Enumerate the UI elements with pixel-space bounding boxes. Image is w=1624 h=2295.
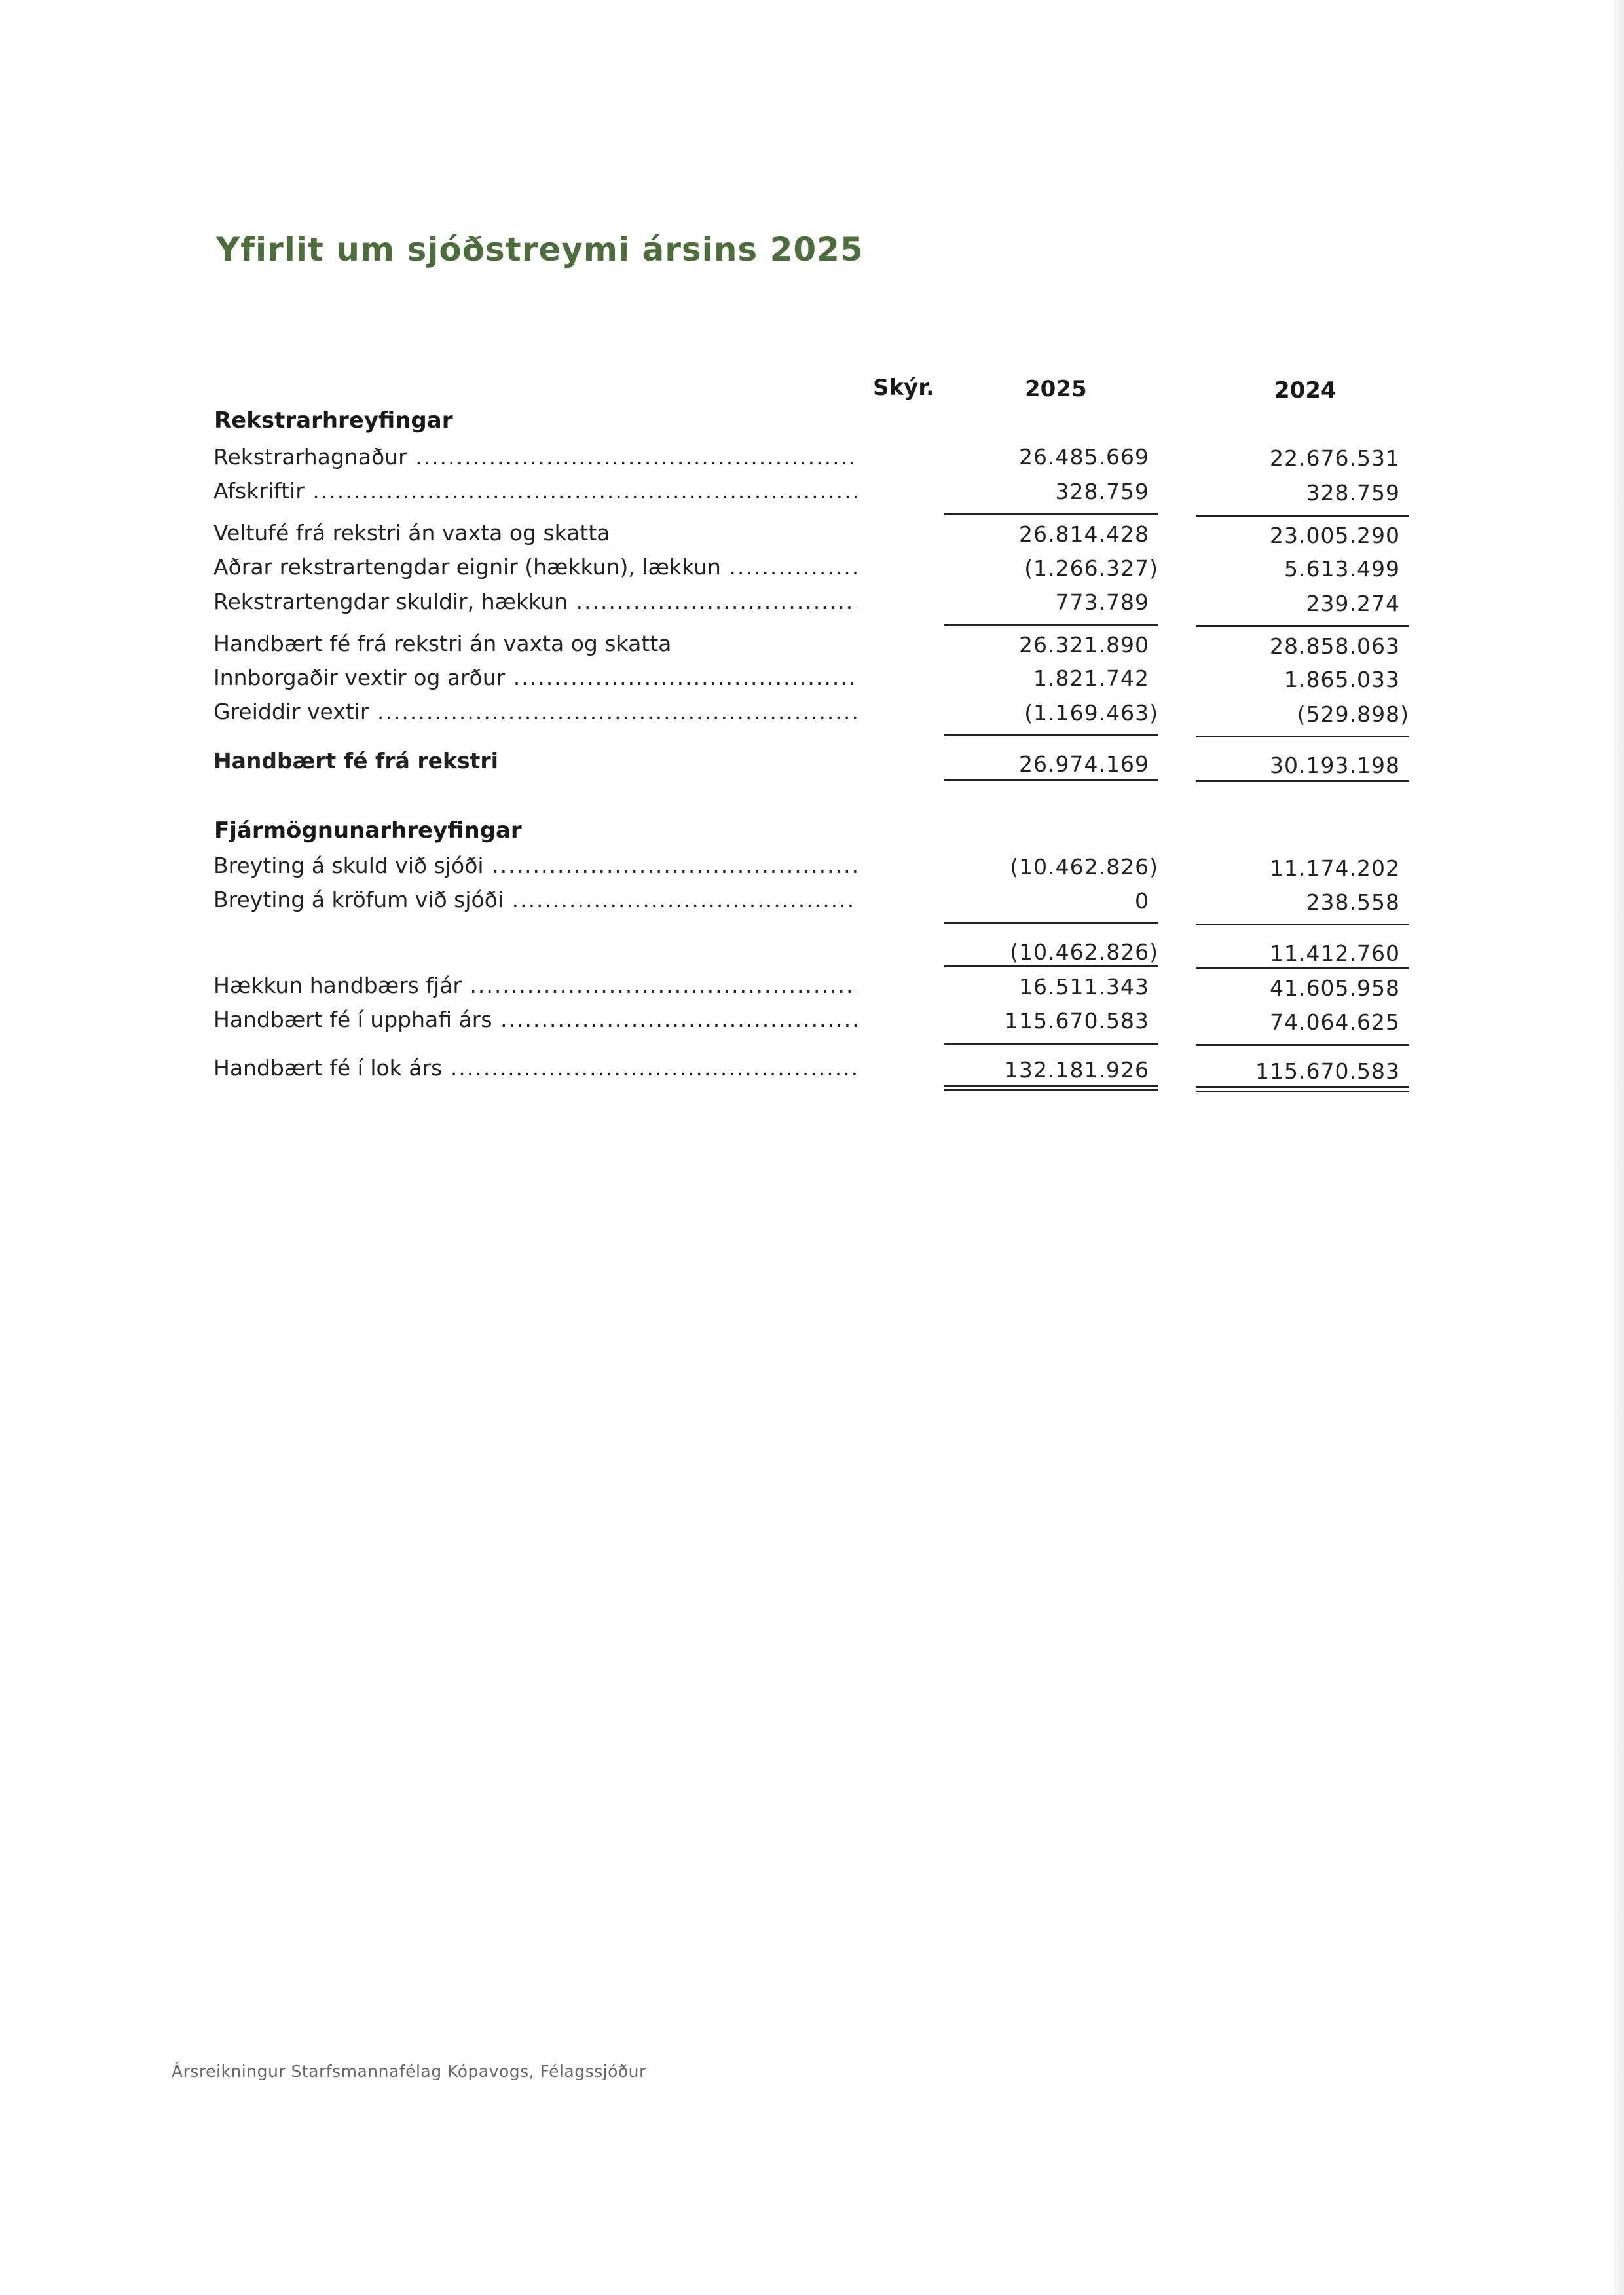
row-value-2024: 22.676.531 bbox=[1270, 445, 1400, 471]
row-value-2024: 239.274 bbox=[1306, 591, 1400, 616]
double-rule-2024-bottom bbox=[1196, 1091, 1409, 1092]
row-value-2025: 1.821.742 bbox=[1033, 665, 1149, 691]
row-label-interest-received: Innborgaðir vextir og arður ..... bbox=[213, 665, 857, 690]
subtotal-rule-2025 bbox=[944, 965, 1158, 967]
double-rule-2025-top bbox=[944, 1085, 1158, 1087]
row-value-2024: 23.005.290 bbox=[1270, 523, 1400, 548]
subtotal-rule-2025 bbox=[944, 1043, 1158, 1045]
row-value-2025: 328.759 bbox=[1055, 479, 1149, 504]
row-value-2025: 0 bbox=[1135, 888, 1149, 914]
row-label-cash-beginning: Handbært fé í upphafi árs ..... bbox=[213, 1007, 857, 1032]
row-value-2025: 16.511.343 bbox=[1019, 974, 1149, 999]
row-label-interest-paid: Greiddir vextir ..... bbox=[213, 699, 857, 724]
row-label-operating-profit: Rekstrarhagnaður ..... bbox=[213, 444, 857, 470]
row-value-2024: 1.865.033 bbox=[1284, 667, 1400, 692]
row-label-debt-to-funds: Breyting á skuld við sjóði ..... bbox=[213, 853, 857, 878]
financing-subtotal-2024: 11.412.760 bbox=[1270, 941, 1400, 966]
page-title: Yfirlit um sjóðstreymi ársins 2025 bbox=[216, 231, 864, 269]
subtotal-rule-2024 bbox=[1196, 1044, 1409, 1046]
double-rule-2024-top bbox=[1196, 1086, 1409, 1088]
subtotal-rule-2024 bbox=[1196, 736, 1409, 737]
row-label-net-operating-cash: Handbært fé frá rekstri bbox=[213, 748, 498, 774]
row-value-2025: 26.321.890 bbox=[1019, 632, 1149, 658]
subtotal-rule-2024 bbox=[1196, 515, 1409, 517]
row-value-2025: 26.974.169 bbox=[1019, 751, 1149, 777]
row-value-2025: 115.670.583 bbox=[1005, 1008, 1149, 1034]
total-rule-2024 bbox=[1196, 780, 1409, 782]
subtotal-rule-2025 bbox=[944, 922, 1158, 924]
year-2024-column-header: 2024 bbox=[1274, 377, 1337, 403]
row-label-other-assets: Aðrar rekstrartengdar eignir (hækkun), lækkun ..... bbox=[213, 554, 857, 580]
row-value-2025: 773.789 bbox=[1055, 589, 1149, 615]
row-label-cash-end: Handbært fé í lok árs ..... bbox=[213, 1055, 857, 1081]
row-value-2024: 74.064.625 bbox=[1270, 1009, 1400, 1035]
row-value-2025: (1.266.327) bbox=[1024, 555, 1158, 581]
row-label-working-capital: Veltufé frá rekstri án vaxta og skatta bbox=[213, 520, 610, 546]
row-value-2024: 28.858.063 bbox=[1270, 633, 1400, 659]
row-value-2025: (10.462.826) bbox=[1010, 854, 1158, 880]
section-heading-operating: Rekstrarhreyfingar bbox=[214, 407, 453, 434]
subtotal-rule-2025 bbox=[944, 624, 1158, 626]
subtotal-rule-2025 bbox=[944, 513, 1158, 515]
financing-subtotal-2025: (10.462.826) bbox=[1010, 939, 1158, 965]
row-value-2025: 26.485.669 bbox=[1019, 444, 1149, 470]
subtotal-rule-2025 bbox=[944, 734, 1158, 736]
row-value-2024: 11.174.202 bbox=[1270, 855, 1400, 881]
row-value-2024: 115.670.583 bbox=[1255, 1058, 1400, 1084]
row-label-cash-before-interest: Handbært fé frá rekstri án vaxta og skatta bbox=[213, 631, 672, 656]
row-label-liabilities: Rekstrartengdar skuldir, hækkun ..... bbox=[213, 589, 857, 614]
row-value-2024: 30.193.198 bbox=[1270, 753, 1400, 778]
page-edge bbox=[1610, 0, 1624, 2295]
row-value-2024: 41.605.958 bbox=[1270, 975, 1400, 1001]
row-label-cash-increase: Hækkun handbærs fjár ..... bbox=[213, 973, 857, 998]
year-2025-column-header: 2025 bbox=[1025, 376, 1087, 402]
subtotal-rule-2024 bbox=[1196, 924, 1409, 925]
row-value-2024: 5.613.499 bbox=[1284, 556, 1400, 582]
row-value-2024: (529.898) bbox=[1297, 701, 1409, 727]
row-value-2025: (1.169.463) bbox=[1024, 700, 1158, 726]
row-value-2024: 238.558 bbox=[1306, 889, 1400, 915]
row-value-2024: 328.759 bbox=[1306, 480, 1400, 506]
row-value-2025: 26.814.428 bbox=[1019, 521, 1149, 547]
row-value-2025: 132.181.926 bbox=[1005, 1057, 1149, 1083]
page-footer: Ársreikningur Starfsmannafélag Kópavogs, Félagssjóður bbox=[172, 2062, 646, 2081]
note-column-header: Skýr. bbox=[873, 375, 935, 401]
total-rule-2025 bbox=[944, 779, 1158, 781]
section-heading-financing: Fjármögnunarhreyfingar bbox=[214, 817, 522, 844]
double-rule-2025-bottom bbox=[944, 1089, 1158, 1091]
subtotal-rule-2024 bbox=[1196, 967, 1409, 969]
row-label-depreciation: Afskriftir ..... bbox=[213, 478, 857, 504]
row-label-claims-on-funds: Breyting á kröfum við sjóði ..... bbox=[213, 887, 857, 912]
subtotal-rule-2024 bbox=[1196, 625, 1409, 627]
